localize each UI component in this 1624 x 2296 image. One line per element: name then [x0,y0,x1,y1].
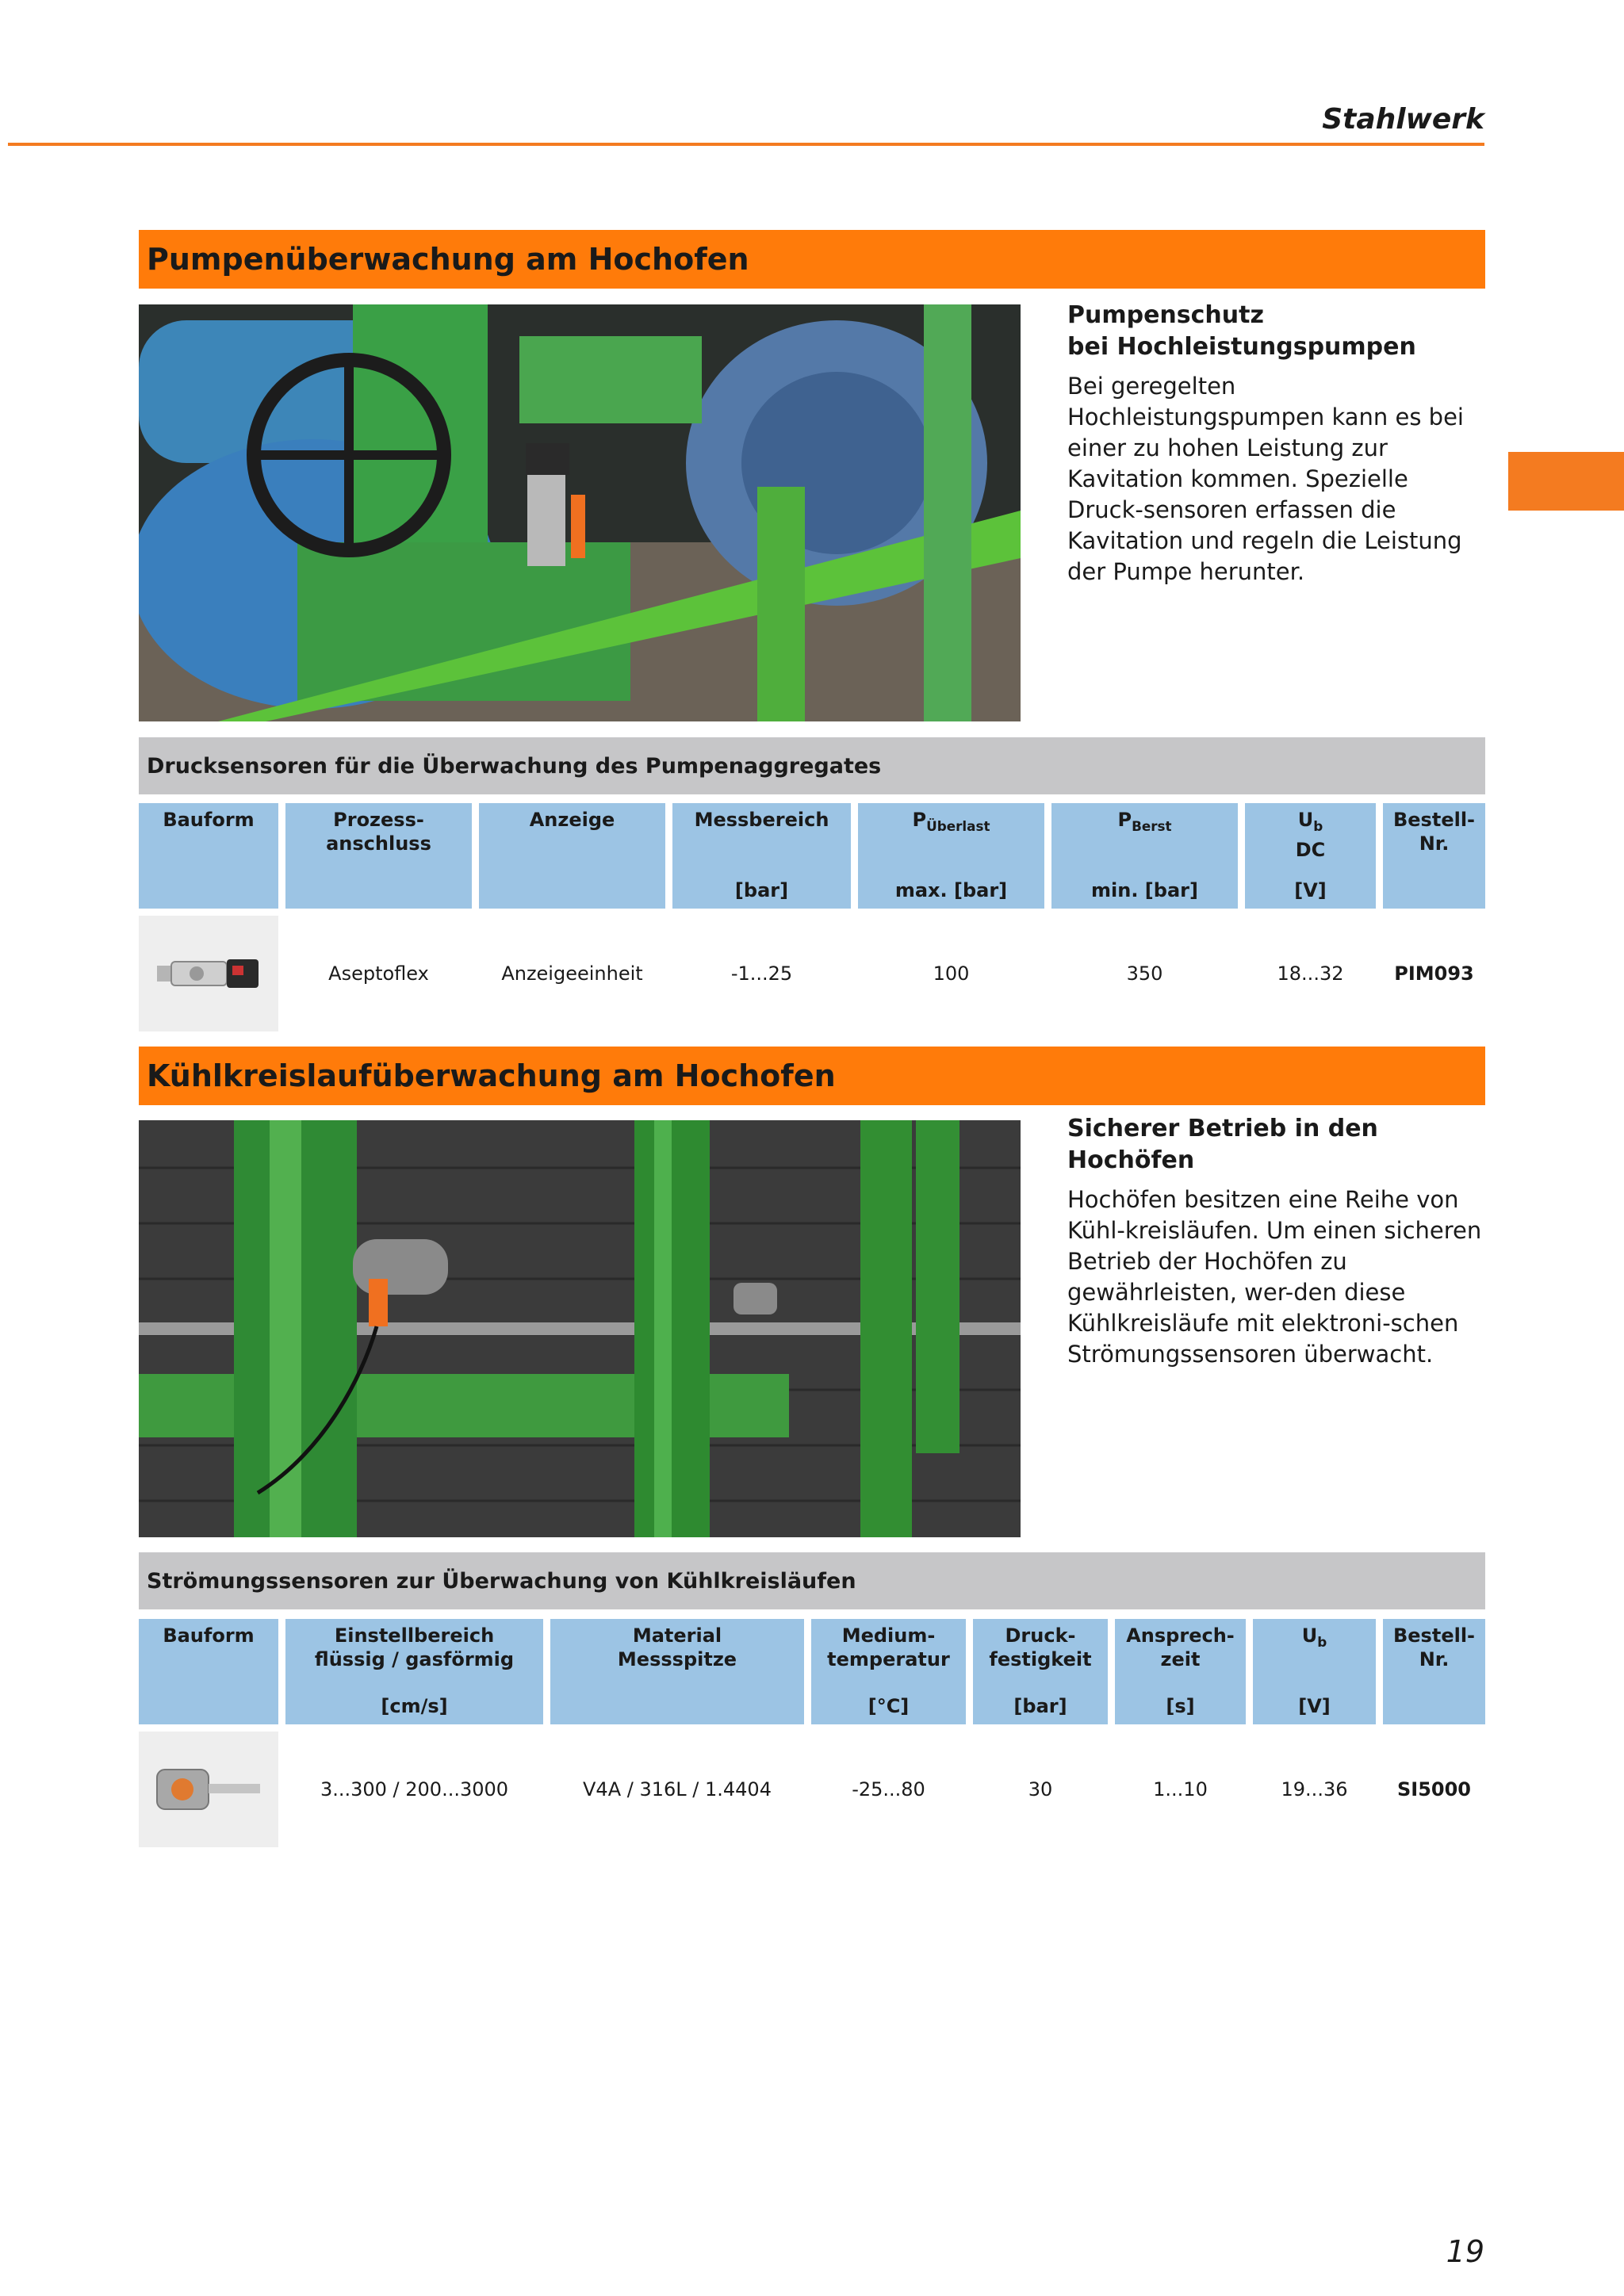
th-ansprechzeit: Ansprech- zeit [s] [1115,1619,1246,1724]
section-title-pump: Pumpenüberwachung am Hochofen [139,230,1485,289]
td-anzeige: Anzeigeeinheit [501,962,643,985]
running-header-title: Stahlwerk [1322,103,1484,136]
pressure-sensor-thumbnail [139,916,278,1031]
pump-photo [139,304,1021,721]
td-p-berst: 350 [1126,962,1163,985]
td-ansprech: 1...10 [1153,1778,1208,1800]
section-title-cooling: Kühlkreislaufüberwachung am Hochofen [139,1047,1485,1105]
cooling-body-text: Hochöfen besitzen eine Reihe von Kühl-kreisläufen. Um einen sicheren Betrieb der Hochöfen zu gewährleisten, wer-den diese Kühlkreisläufe mit elektroni-schen Strömungssensoren überwacht. [1067,1186,1482,1368]
td-druck: 30 [1028,1778,1053,1800]
th-bauform: Bauform [139,803,278,909]
td-ub-2: 19...36 [1281,1778,1348,1800]
pump-heading-line1: Pumpenschutz [1067,301,1264,329]
pressure-sensor-image [149,950,268,997]
td-messbereich: -1...25 [730,962,793,985]
th-prozessanschluss: Prozess- anschluss [285,803,472,909]
td-p-ueberlast: 100 [933,962,970,985]
th-p-berst: $P_{Berst}$ min. [bar] [1051,803,1238,909]
cooling-heading: Sicherer Betrieb in den Hochöfen [1067,1115,1378,1174]
cooling-photo [139,1120,1021,1537]
td-prozess: Aseptoflex [328,962,429,985]
td-bestell-2: SI5000 [1396,1778,1471,1800]
td-medium: -25...80 [852,1778,925,1800]
pressure-table-title: Drucksensoren für die Überwachung des Pumpenaggregates [139,737,1485,794]
th-anzeige: Anzeige [479,803,665,909]
flow-sensor-image [149,1762,268,1817]
th-ub-dc: $U_b$ DC [V] [1245,803,1376,909]
td-ub: 18...32 [1277,962,1344,985]
pump-heading-line2: bei Hochleistungspumpen [1067,333,1416,361]
th-material: Material Messspitze [550,1619,804,1724]
header-rule [8,143,1484,146]
th-p-ueberlast: $P_{Überlast}$ max. [bar] [858,803,1044,909]
td-einstell: 3...300 / 200...3000 [320,1778,509,1800]
th-einstellbereich: Einstellbereich flüssig / gasförmig [cm/s] [285,1619,543,1724]
th-druckfestigkeit: Druck- festigkeit [bar] [973,1619,1108,1724]
flow-sensor-thumbnail [139,1732,278,1847]
pump-body-text: Bei geregelten Hochleistungspumpen kann es bei einer zu hohen Leistung zur Kavitation kommen. Spezielle Druck-sensoren erfassen die Kavitation und regeln die Leistung der Pumpe herunter. [1067,373,1464,585]
cooling-text-block [1067,1113,1488,1370]
pump-text-block [1067,300,1488,587]
td-material: V4A / 316L / 1.4404 [583,1778,772,1800]
th-messbereich: Messbereich [bar] [672,803,851,909]
td-bestell: PIM093 [1394,962,1474,985]
th-mediumtemperatur: Medium- temperatur [°C] [811,1619,966,1724]
page-number: 19 [1446,2234,1484,2269]
th-bauform-2: Bauform [139,1619,278,1724]
th-bestell-nr: Bestell- Nr. [1383,803,1485,909]
side-tab-marker [1508,452,1624,511]
th-ub-2: $U_b$ [V] [1253,1619,1376,1724]
flow-table-title: Strömungssensoren zur Überwachung von Kühlkreisläufen [139,1552,1485,1609]
th-bestell-nr-2: Bestell- Nr. [1383,1619,1485,1724]
